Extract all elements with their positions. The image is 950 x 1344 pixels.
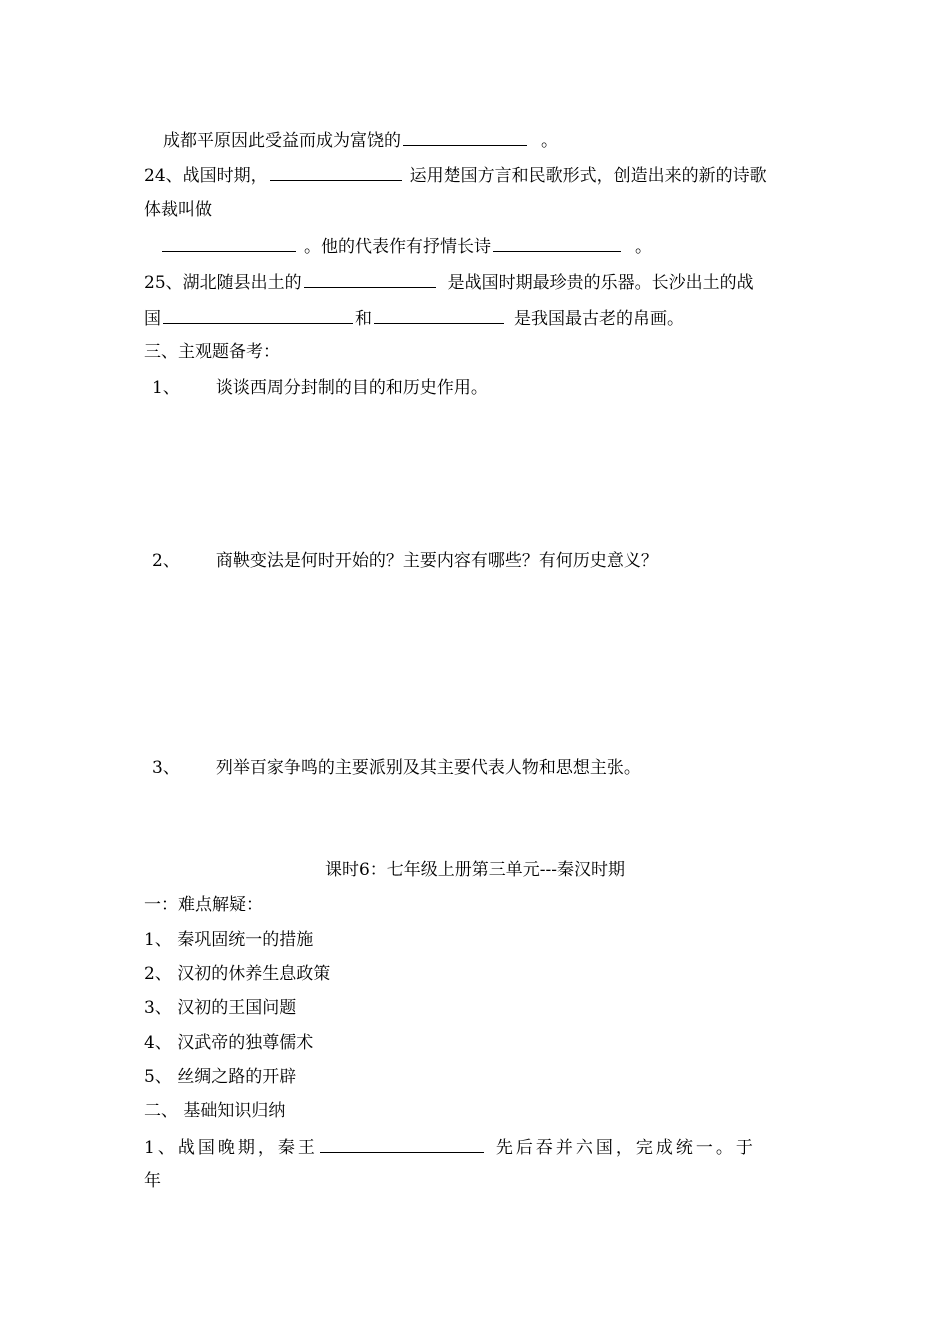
text: 运用楚国方言和民歌形式，创造出来的新的诗歌 — [409, 166, 767, 186]
text: 国 — [144, 309, 161, 329]
text-line — [144, 1170, 161, 1192]
text: 年 — [144, 1171, 161, 1191]
list-item: 5、 丝绸之路的开辟 — [144, 1067, 297, 1087]
text: 是战国时期最珍贵的乐器。长沙出土的战 — [447, 273, 754, 293]
text-line — [163, 128, 558, 152]
answer-blank[interactable] — [162, 234, 296, 252]
list-item: 4、 汉武帝的独尊儒术 — [144, 1033, 314, 1053]
text: 。 — [541, 131, 558, 151]
answer-blank[interactable] — [403, 128, 527, 146]
text-line — [144, 306, 684, 330]
item-number: 1、 — [152, 378, 180, 398]
text: 。他的代表作有抒情长诗 — [304, 237, 491, 257]
item-number: 2、 — [152, 551, 180, 571]
list-item: 2、 汉初的休养生息政策 — [144, 964, 331, 984]
text: 体裁叫做 — [144, 200, 212, 220]
text: 25、湖北随县出土的 — [144, 273, 302, 293]
text: 24、战国时期， — [144, 166, 268, 186]
answer-blank[interactable] — [374, 306, 504, 324]
answer-blank[interactable] — [163, 306, 353, 324]
text: 先后吞并六国，完成统一。于 — [495, 1138, 756, 1158]
answer-blank[interactable] — [304, 270, 436, 288]
section-heading: 二、 基础知识归纳 — [144, 1101, 286, 1121]
list-item: 1、 秦巩固统一的措施 — [144, 930, 314, 950]
answer-blank[interactable] — [320, 1135, 484, 1153]
item-number: 3、 — [152, 758, 180, 778]
basic-question-1 — [144, 1135, 756, 1159]
list-item: 3、 汉初的王国问题 — [144, 998, 297, 1018]
subjective-question-2 — [152, 550, 658, 572]
text: 1、战国晚期，秦王 — [144, 1138, 318, 1158]
subjective-question-1 — [152, 377, 488, 399]
section-heading: 一：难点解疑： — [144, 895, 263, 915]
text: 成都平原因此受益而成为富饶的 — [163, 131, 401, 151]
text: 和 — [355, 309, 372, 329]
text: 谈谈西周分封制的目的和历史作用。 — [215, 378, 488, 398]
text: 是我国最古老的帛画。 — [514, 309, 684, 329]
answer-blank[interactable] — [493, 234, 621, 252]
text: 列举百家争鸣的主要派别及其主要代表人物和思想主张。 — [215, 758, 641, 778]
question-25 — [144, 270, 754, 294]
subjective-question-3 — [152, 757, 641, 779]
text: 。 — [635, 237, 652, 257]
question-24 — [144, 163, 767, 187]
lesson-title: 课时6：七年级上册第三单元---秦汉时期 — [324, 860, 626, 880]
text-line — [160, 234, 652, 258]
text-line — [144, 199, 212, 221]
text: 商鞅变法是何时开始的？主要内容有哪些？有何历史意义？ — [215, 551, 658, 571]
section-heading: 三、主观题备考： — [144, 342, 280, 362]
answer-blank[interactable] — [270, 163, 402, 181]
